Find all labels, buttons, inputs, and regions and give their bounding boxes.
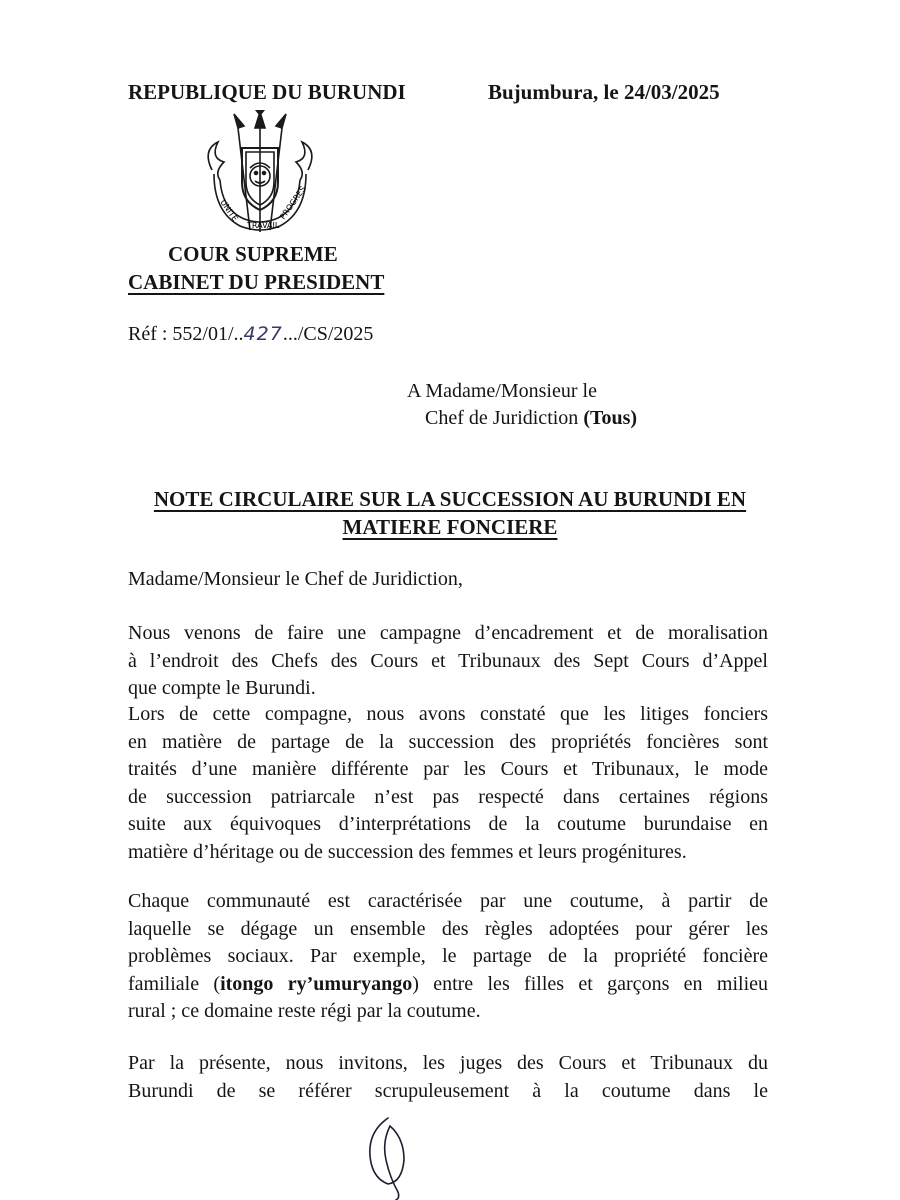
paragraph-line: problèmes sociaux. Par exemple, le partage de la propriété foncière	[128, 945, 768, 967]
paragraph-line: Par la présente, nous invitons, les juges des Cours et Tribunaux du	[128, 1052, 768, 1074]
addressee-line-1: A Madame/Monsieur le	[407, 380, 597, 402]
paragraph-line: à l’endroit des Chefs des Cours et Tribunaux des Sept Cours d’Appel	[128, 649, 768, 672]
coat-of-arms-icon	[190, 110, 330, 245]
addressee-role: Chef de Juridiction	[425, 407, 584, 429]
paragraph-line: suite aux équivoques d’interprétations de la coutume burundaise en	[128, 813, 768, 835]
paragraph-line: Lors de cette compagne, nous avons constaté que les litiges fonciers	[128, 703, 768, 725]
reference-line	[128, 323, 373, 346]
paragraph-4	[128, 1050, 768, 1105]
cabinet-name: CABINET DU PRESIDENT	[128, 270, 385, 294]
paragraph-line: Chaque communauté est caractérisée par une coutume, à partir de	[128, 890, 768, 912]
paragraph-2	[128, 701, 768, 866]
handwritten-initials-icon	[360, 1112, 420, 1200]
p3-line4-post: ) entre les filles et garçons en milieu	[412, 972, 768, 995]
addressee-scope: (Tous)	[583, 407, 638, 429]
court-name: COUR SUPREME	[168, 242, 338, 266]
motto-travail: TRAVAIL	[247, 221, 280, 230]
paragraph-1	[128, 620, 768, 703]
kirundi-term: itongo ry’umuryango	[220, 972, 413, 995]
paragraph-line	[128, 971, 768, 999]
paragraph-line: laquelle se dégage un ensemble des règles adoptées pour gérer les	[128, 917, 768, 940]
p3-line4-pre: familiale (	[128, 972, 221, 995]
letter-date: 24/03/2025	[623, 80, 720, 104]
paragraph-line: Nous venons de faire une campagne d’encadrement et de moralisation	[128, 622, 768, 644]
title-line-1: NOTE CIRCULAIRE SUR LA SUCCESSION AU BURUNDI EN	[153, 487, 747, 511]
motto-unite: UNITE	[218, 197, 240, 223]
republic-header: REPUBLIQUE DU BURUNDI	[128, 80, 406, 104]
paragraph-line: en matière de partage de la succession des propriétés foncières sont	[128, 730, 768, 753]
salutation: Madame/Monsieur le Chef de Juridiction,	[128, 568, 463, 590]
city-prefix: Bujumbura, le	[488, 80, 624, 104]
paragraph-line: traités d’une manière différente par les Cours et Tribunaux, le mode	[128, 758, 768, 780]
paragraph-line: Burundi de se référer scrupuleusement à la coutume dans le	[128, 1079, 768, 1102]
paragraph-3	[128, 888, 768, 1026]
reference-prefix: Réf : 552/01/..	[128, 323, 244, 345]
city-date	[488, 80, 720, 105]
paragraph-line: matière d’héritage ou de succession des femmes et leurs progénitures.	[128, 840, 687, 863]
addressee-line-2	[425, 407, 637, 430]
document-title	[110, 485, 790, 541]
motto-progres: PROGRES	[278, 184, 308, 222]
paragraph-line: rural ; ce domaine reste régi par la coutume.	[128, 1000, 481, 1022]
reference-number: 427	[243, 323, 283, 345]
title-line-2: MATIERE FONCIERE	[342, 515, 558, 539]
paragraph-line: que compte le Burundi.	[128, 677, 316, 699]
paragraph-line: de succession patriarcale n’est pas respecté dans certaines régions	[128, 785, 768, 808]
reference-suffix: .../CS/2025	[282, 323, 374, 345]
